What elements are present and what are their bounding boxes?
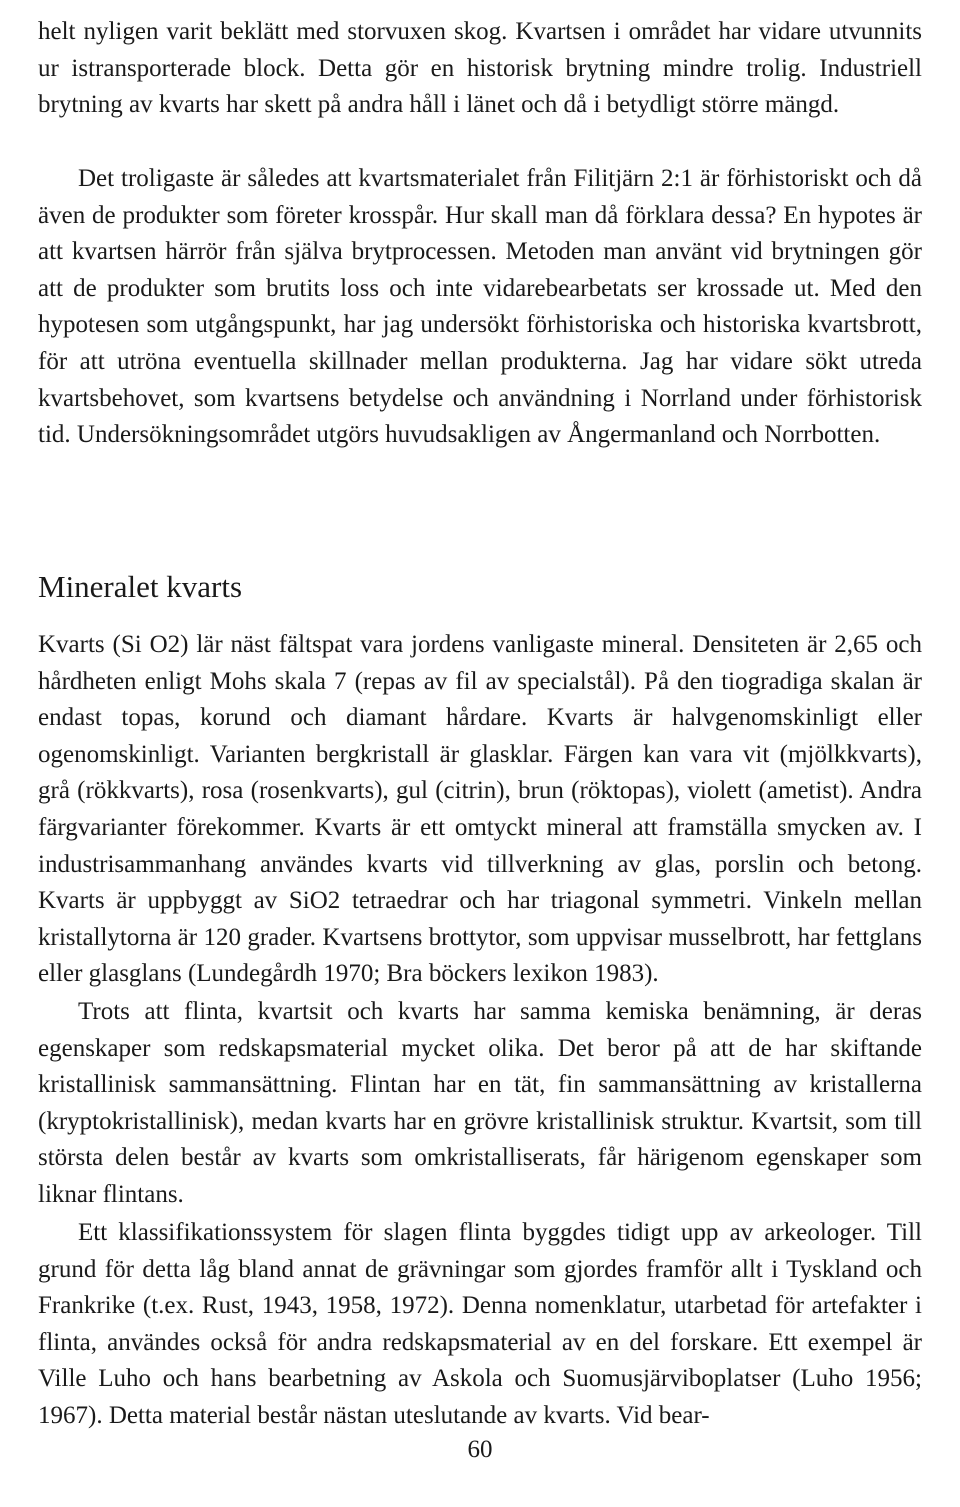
section-heading: Mineralet kvarts — [38, 569, 243, 604]
section-paragraph-1: Kvarts (Si O2) lär näst fältspat vara jordens vanligaste mineral. Densiteten är 2,65 och hårdheten enligt Mohs skala 7 (repas av fil av specialstål). På den tiogradiga skalan är endast topas, korund och diamant hårdare. Kvarts är halvgenomskinligt eller ogenomskinligt. Varianten bergkristall är glasklar. Färgen kan vara vit (mjölkkvarts), grå (rökkvarts), rosa (rosenkvarts), gul (citrin), brun (röktopas), violett (ametist). Andra färgvarianter förekommer. Kvarts är ett omtyckt mineral att framställa smycken av. I industrisammanhang användes kvarts vid tillverkning av glas, porslin och betong. Kvarts är uppbyggt av SiO2 tetraedrar och har triagonal symmetri. Vinkeln mellan kristallytorna är 120 grader. Kvartsens brottytor, som uppvisar musselbrott, har fettglans eller glasglans (Lundegårdh 1970; Bra böckers lexikon 1983). — [38, 631, 922, 988]
intro-paragraph-1: helt nyligen varit beklätt med storvuxen skog. Kvartsen i området har vidare utvunnits ur istransporterade block. Detta gör en historisk brytning mindre trolig. Industriell brytning av kvarts har skett på andra håll i länet och då i betydligt större mängd. — [38, 18, 922, 119]
intro-paragraph-2: Det troligaste är således att kvartsmaterialet från Filitjärn 2:1 är förhistoriskt och då även de produkter som företer krosspår. Hur skall man då förklara dessa? En hypotes är att kvartsen härrör från själva brytprocessen. Metoden man använt vid brytningen gör att de produkter som brutits loss och inte vidarebearbetats ser krossade ut. Med den hypotesen som utgångspunkt, har jag undersökt förhistoriska och historiska kvartsbrott, för att utröna eventuella skillnader mellan produkterna. Jag har vidare sökt utreda kvartsbehovet, som kvartsens betydelse och användning i Norrland under förhistorisk tid. Undersökningsområdet utgörs huvudsakligen av Ångermanland och Norrbotten. — [38, 165, 922, 449]
page-number: 60 — [467, 1436, 493, 1463]
section-paragraph-2: Trots att flinta, kvartsit och kvarts har samma kemiska benämning, är deras egenskaper som redskapsmaterial mycket olika. Det beror på att de har skiftande kristallinisk sammansättning. Flintan har en tät, fin sammansättning av kristallerna (kryptokristallinisk), medan kvarts har en grövre kristallinisk struktur. Kvartsit, som till största delen består av kvarts som omkristalliserats, får härigenom egenskaper som liknar flintans. — [38, 998, 922, 1208]
section-paragraph-3: Ett klassifikationssystem för slagen flinta byggdes tidigt upp av arkeologer. Till grund för detta låg bland annat de grävningar som gjordes framför allt i Tyskland och Frankrike (t.ex. Rust, 1943, 1958, 1972). Denna nomenklatur, utarbetad för artefakter i flinta, användes också för andra redskapsmaterial av en del forskare. Ett exempel är Ville Luho och hans bearbetning av Askola och Suomusjärviboplatser (Luho 1956; 1967). Detta material består nästan uteslutande av kvarts. Vid bear- — [38, 1219, 922, 1429]
